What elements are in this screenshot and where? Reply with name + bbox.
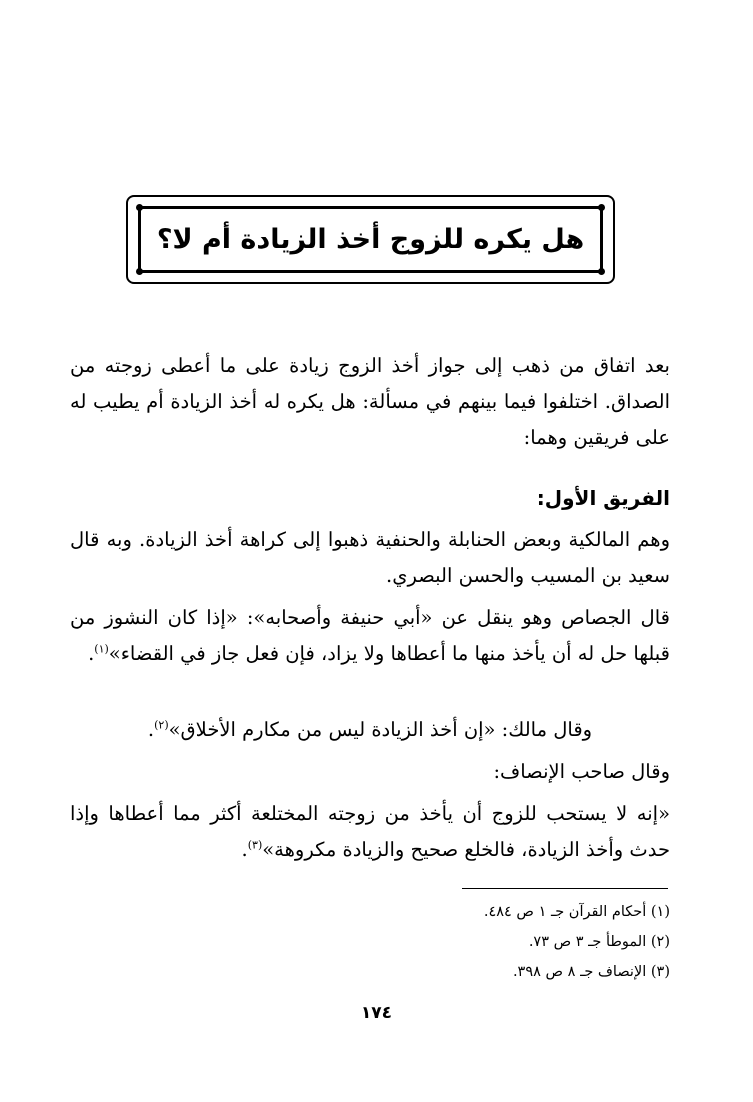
intro-paragraph: بعد اتفاق من ذهب إلى جواز أخذ الزوج زيادة على ما أعطى زوجته من الصداق. اختلفوا فيما بينهم في مسألة: هل يكره له أخذ الزيادة أم يطيب له على فريقين وهما: xyxy=(70,354,670,449)
page-title: هل يكره للزوج أخذ الزيادة أم لا؟ xyxy=(156,224,585,255)
footnote-1: (١) أحكام القرآن جـ ١ ص ٤٨٤. xyxy=(483,904,670,920)
title-frame xyxy=(126,195,615,284)
footnote-divider xyxy=(462,888,668,889)
paragraph-insaf-intro: وقال صاحب الإنصاف: xyxy=(493,760,670,783)
quote-text: «إنه لا يستحب للزوج أن يأخذ من زوجته المختلعة أكثر مما أعطاها وإذا حدث وأخذ الزيادة، فالخلع صحيح والزيادة مكروهة» xyxy=(70,802,670,861)
frame-corner-ornament xyxy=(136,268,143,275)
footnote-ref: (٣) xyxy=(247,838,263,852)
paragraph-malik-quote: وقال مالك: «إن أخذ الزيادة ليس من مكارم الأخلاق»$^{(٢)}$. xyxy=(147,718,593,741)
paragraph-jassas-quote: قال الجصاص وهو ينقل عن «أبي حنيفة وأصحابه»: «إذا كان النشوز من قبلها حل له أن يأخذ منها ما أعطاها ولا يزاد، فإن فعل جاز في القضاء»$^{(١)}$. xyxy=(70,606,670,665)
section-heading: الفريق الأول: xyxy=(536,486,670,510)
quote-text: قال الجصاص وهو ينقل عن «أبي حنيفة وأصحابه»: «إذا كان النشوز من قبلها حل له أن يأخذ منها ما أعطاها ولا يزاد، فإن فعل جاز في القضاء» xyxy=(70,606,670,665)
quote-text: وقال مالك: «إن أخذ الزيادة ليس من مكارم الأخلاق» xyxy=(168,718,593,741)
footnote-ref: (١) xyxy=(94,642,109,656)
page-number: ١٧٤ xyxy=(360,1003,393,1023)
frame-corner-ornament xyxy=(598,204,605,211)
frame-corner-ornament xyxy=(136,204,143,211)
frame-corner-ornament xyxy=(598,268,605,275)
footnote-2: (٢) الموطأ جـ ٣ ص ٧٣. xyxy=(528,934,670,950)
footnote-3: (٣) الإنصاف جـ ٨ ص ٣٩٨. xyxy=(512,964,670,980)
paragraph-insaf-quote: «إنه لا يستحب للزوج أن يأخذ من زوجته المختلعة أكثر مما أعطاها وإذا حدث وأخذ الزيادة، فالخلع صحيح والزيادة مكروهة»$^{(٣)}$. xyxy=(70,802,670,861)
title-inner-frame xyxy=(138,206,603,273)
paragraph-first-group: وهم المالكية وبعض الحنابلة والحنفية ذهبوا إلى كراهة أخذ الزيادة. وبه قال سعيد بن المسيب والحسن البصري. xyxy=(70,528,670,587)
footnote-ref: (٢) xyxy=(154,718,169,732)
